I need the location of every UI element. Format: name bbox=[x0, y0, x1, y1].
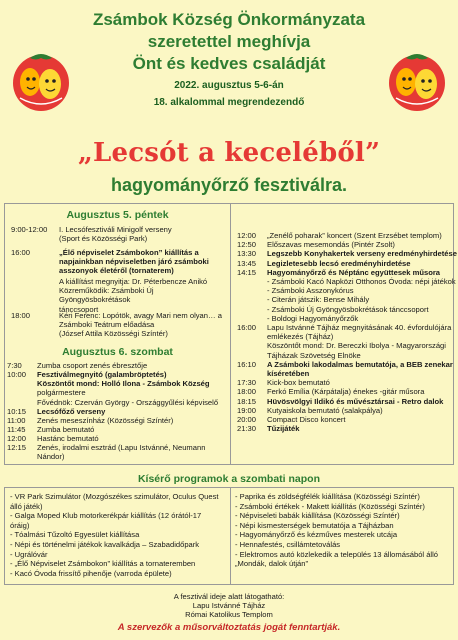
side-program-line: - VR Park Szimulátor (Mozgószékes szimulátor, Oculus Quest bbox=[10, 492, 219, 501]
side-program-line: - Hagyományőrző és kézműves mesterek utcája bbox=[235, 530, 398, 540]
festival-date: 2022. augusztus 5-6-án bbox=[174, 80, 284, 91]
festival-edition: 18. alkalommal megrendezendő bbox=[153, 97, 305, 108]
side-program-line: - „Élő Népviselet Zsámbokon” kiállítás a tornateremben bbox=[10, 559, 196, 569]
side-program-line: óráig) bbox=[10, 520, 30, 530]
side-program-line: - Ugrálóvár bbox=[10, 549, 48, 559]
side-program-line: - Tóalmási Tűzoltó Egyesület kiállítása bbox=[10, 530, 140, 540]
side-program-line: - Elektromos autó közlekedik a település 13 állomásából álló bbox=[235, 549, 439, 559]
side-programs-heading: Kísérő programok a szombati napon bbox=[137, 473, 321, 485]
audience-line: Önt és kedves családját bbox=[132, 54, 326, 73]
side-column-divider bbox=[230, 488, 231, 584]
invite-line: szeretettel meghívja bbox=[147, 32, 311, 51]
side-program-line: - Népviseleti babák kiállítása (Közösségi Színtér) bbox=[235, 511, 400, 521]
tomato-mascot-logo-left bbox=[8, 48, 74, 114]
side-program-line: álló játék) bbox=[10, 501, 43, 511]
side-program-line: - Galga Moped Klub motorkerékpár kiállítás (12 órától-17 bbox=[10, 511, 202, 521]
side-programs-box bbox=[4, 487, 454, 585]
side-program-line: „Mondák, dalok útján” bbox=[235, 559, 309, 569]
footer-venue-tajhaz: Lapu Istvánné Tájház bbox=[192, 601, 266, 610]
footer-visit-note: A fesztivál ideje alatt látogatható: bbox=[173, 592, 285, 601]
side-program-line: - Paprika és zöldségfélék kiállítása (Közösségi Színtér) bbox=[235, 492, 420, 501]
footer-change-notice: A szervezők a műsorváltoztatás jogát fenntartják. bbox=[117, 622, 341, 633]
footer-venue-church: Római Katolikus Templom bbox=[185, 610, 273, 619]
day1-heading: Augusztus 5. péntek bbox=[66, 209, 169, 221]
festival-title: „Lecsót a keceléből” bbox=[77, 138, 381, 168]
organizer-line: Zsámbok Község Önkormányzata bbox=[92, 10, 366, 29]
side-program-line: - Népi és történelmi játékok kavalkádja – Szabadidőpark bbox=[10, 540, 200, 549]
program-column-divider bbox=[230, 204, 231, 464]
festival-subtitle: hagyományőrző fesztiválra. bbox=[110, 175, 348, 195]
side-program-line: - Hennafestés, csillámtetoválás bbox=[235, 540, 341, 549]
tomato-mascot-logo-right bbox=[384, 48, 450, 114]
day2-heading: Augusztus 6. szombat bbox=[62, 346, 173, 358]
side-program-line: - Zsámboki értékek - Makett kiállítás (Közösségi Színtér) bbox=[235, 501, 425, 511]
side-program-line: - Népi kismesterségek bemutatója a Tájházban bbox=[235, 520, 394, 530]
program-box: Augusztus 5. péntek 9:00-12:00 I. Lecsófesztiváli Minigolf verseny (Sport és Közösségi Park) 16:00 „Élő népviselet Zsámbokon” kiállítás a napjainkban népviseletben járó zsámboki asszonyok életéről (tornaterem) A kiállítást megnyitja: Dr. Péterbencze Anikó Közreműködik: Zsámboki Új Gyöngyösbokrétások tánccsoport 18:00 Kéri Ferenc: Lopótök, avagy Mari nem olyan… a Zsámboki Teátrum előadása (József Attila Közösségi Színtér) Augusztus 6. szombat 7:30 Zumba csoport zenés ébresztője 10:00 Fesztiválmegnyitó (galambröptetés) Köszöntőt mond: Holló Ilona - Zsámbok Község polgármestere Fővédnök: Czerván György - Országgyűlési képviselő 10:15 Lecsófőző verseny 11:00 Zenés meseszínház (Közösségi Színtér) 11:45 Zumba bemutató 12:00 Hastánc bemutató 12:15 Zenés, irodalmi esztrád (Lapu Istvánné, Neumann Nándor) 12:00 „Zenélő poharak” koncert (Szent Erzsébet templom) 12:50 Előszavas mesemondás (Pintér Zsolt) 13:30 Legszebb Konyhakertek verseny eredményhirdetése 13:45 Legizletesebb lecsó eredményhirdetése 14:15 Hagyományőrző és Néptánc együttesek műsora - Zsámboki Kacó Napközi Otthonos Óvoda: népi játékok - Zsámboki Asszonykórus - Citerán játszik: Bense Mihály - Zsámboki Új Gyöngyösbokrétások tánccsoport - Boldogi Hagyományőrzők 16:00 Lapu Istvánné Tájház megnyitásának 40. évfordulójára emlékezés (Tájház) Köszöntőt mond: Dr. Bereczki Ibolya - Magyarországi Tájházak Szövetség Elnöke 16:10 A Zsámboki lakodalmas bemutatója, a BEB zenekar kíséretében 17:30 Kick-box bemutató 18:00 Ferkó Emília (Kárpátalja) énekes -gitár műsora 18:15 Hüvösvölgyi Ildikó és művésztársai - Retro dalok 19:00 Kutyaiskola bemutató (salakpálya) 20:00 Compact Disco koncert 21:30 Tűzijáték bbox=[4, 203, 454, 465]
side-program-line: - Kacó Óvoda frissítő pihenője (varroda épülete) bbox=[10, 568, 172, 578]
